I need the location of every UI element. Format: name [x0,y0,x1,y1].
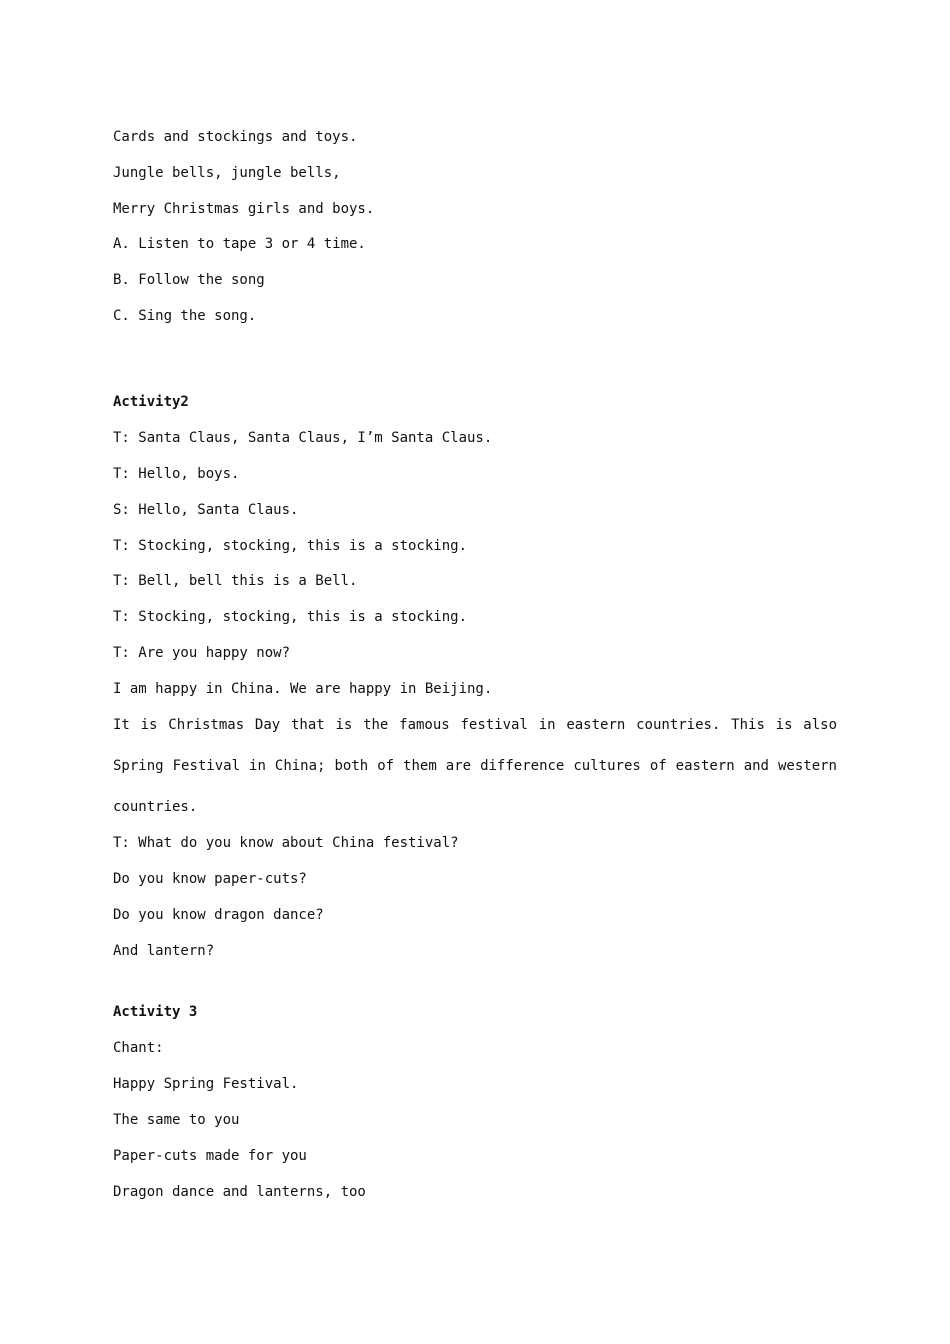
song-line: Merry Christmas girls and boys. [113,201,375,217]
paragraph-line: Spring Festival in China; both of them are difference cultures of eastern and western [113,758,837,774]
dialogue-line: T: Stocking, stocking, this is a stocking. [113,609,468,625]
instruction-item: C. Sing the song. [113,308,257,324]
question-line: Do you know dragon dance? [113,907,324,923]
dialogue-line: I am happy in China. We are happy in Beijing. [113,681,493,697]
dialogue-line: T: Santa Claus, Santa Claus, I’m Santa Claus. [113,430,493,446]
dialogue-line: T: Bell, bell this is a Bell. [113,573,358,589]
question-line: And lantern? [113,943,215,959]
instruction-item: A. Listen to tape 3 or 4 time. [113,236,366,252]
question-line: T: What do you know about China festival? [113,835,459,851]
dialogue-line: T: Stocking, stocking, this is a stocking. [113,538,468,554]
instruction-item: B. Follow the song [113,272,265,288]
dialogue-line: T: Are you happy now? [113,645,291,661]
chant-line: Paper-cuts made for you [113,1148,307,1164]
song-line: Cards and stockings and toys. [113,129,358,145]
paragraph-line: countries. [113,799,198,815]
activity2-heading: Activity2 [113,394,189,410]
song-line: Jungle bells, jungle bells, [113,165,341,181]
dialogue-line: T: Hello, boys. [113,466,240,482]
dialogue-line: S: Hello, Santa Claus. [113,502,299,518]
activity3-heading: Activity 3 [113,1004,198,1020]
chant-line: Dragon dance and lanterns, too [113,1184,366,1200]
question-line: Do you know paper-cuts? [113,871,307,887]
chant-line: Happy Spring Festival. [113,1076,299,1092]
chant-line: The same to you [113,1112,240,1128]
paragraph-line: It is Christmas Day that is the famous festival in eastern countries. This is also [113,717,837,733]
chant-line: Chant: [113,1040,164,1056]
